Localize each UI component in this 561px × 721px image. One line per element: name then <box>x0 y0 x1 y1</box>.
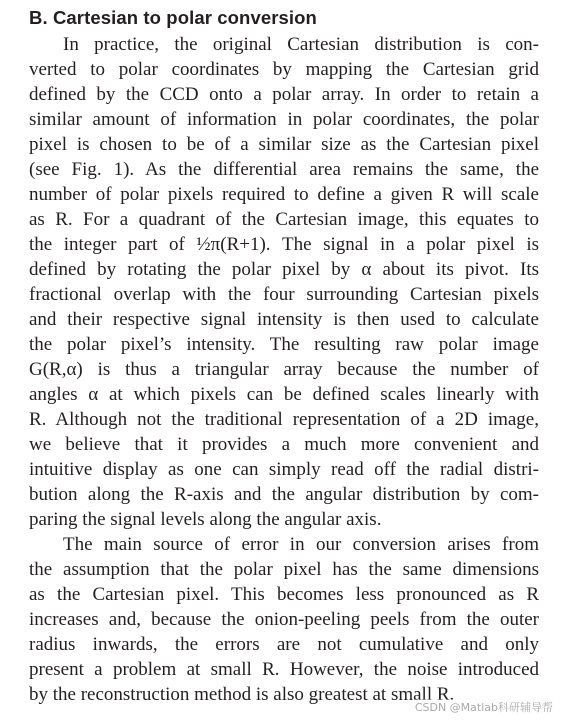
text-line: present a problem at small R. However, the noise introduced <box>29 659 539 680</box>
text-line: increases and, because the onion-peeling peels from the outer <box>29 609 539 630</box>
text-line: G(R,α) is thus a triangular array because the number of <box>29 359 539 380</box>
text-line: similar amount of information in polar coordinates, the polar <box>29 109 539 130</box>
text-line: by the reconstruction method is also greatest at small R. <box>29 684 455 705</box>
text-line: as the Cartesian pixel. This becomes less pronounced as R <box>29 584 539 605</box>
text-line: fractional overlap with the four surrounding Cartesian pixels <box>29 284 539 305</box>
text-line: the integer part of ½π(R+1). The signal in a polar pixel is <box>29 234 539 255</box>
watermark: CSDN @Matlab科研辅导帮 <box>414 701 553 714</box>
text-line: intuitive display as one can simply read off the radial distri- <box>29 459 539 480</box>
text-line: number of polar pixels required to define a given R will scale <box>29 184 539 205</box>
text-line: pixel is chosen to be of a similar size as the Cartesian pixel <box>29 134 539 155</box>
text-line: radius inwards, the errors are not cumulative and only <box>29 634 539 655</box>
text-line: the polar pixel’s intensity. The resulting raw polar image <box>29 334 539 355</box>
text-line: defined by the CCD onto a polar array. In order to retain a <box>29 84 539 105</box>
text-line: defined by rotating the polar pixel by α about its pivot. Its <box>29 259 539 280</box>
text-line: paring the signal levels along the angular axis. <box>29 509 382 530</box>
text-line: bution along the R-axis and the angular distribution by com- <box>29 484 539 505</box>
paragraph-1 <box>29 32 539 532</box>
section-heading: B. Cartesian to polar conversion <box>29 7 317 28</box>
text-line: (see Fig. 1). As the differential area remains the same, the <box>29 159 539 180</box>
text-line: R. Although not the traditional representation of a 2D image, <box>29 409 539 430</box>
text-line: and their respective signal intensity is then used to calculate <box>29 309 539 330</box>
text-line: In practice, the original Cartesian distribution is con- <box>63 34 539 55</box>
text-line: as R. For a quadrant of the Cartesian image, this equates to <box>29 209 539 230</box>
paragraph-2 <box>29 532 539 707</box>
text-line: we believe that it provides a much more convenient and <box>29 434 539 455</box>
text-line: verted to polar coordinates by mapping the Cartesian grid <box>29 59 539 80</box>
text-line: angles α at which pixels can be defined scales linearly with <box>29 384 539 405</box>
text-line: the assumption that the polar pixel has the same dimensions <box>29 559 539 580</box>
text-line: The main source of error in our conversion arises from <box>63 534 539 555</box>
